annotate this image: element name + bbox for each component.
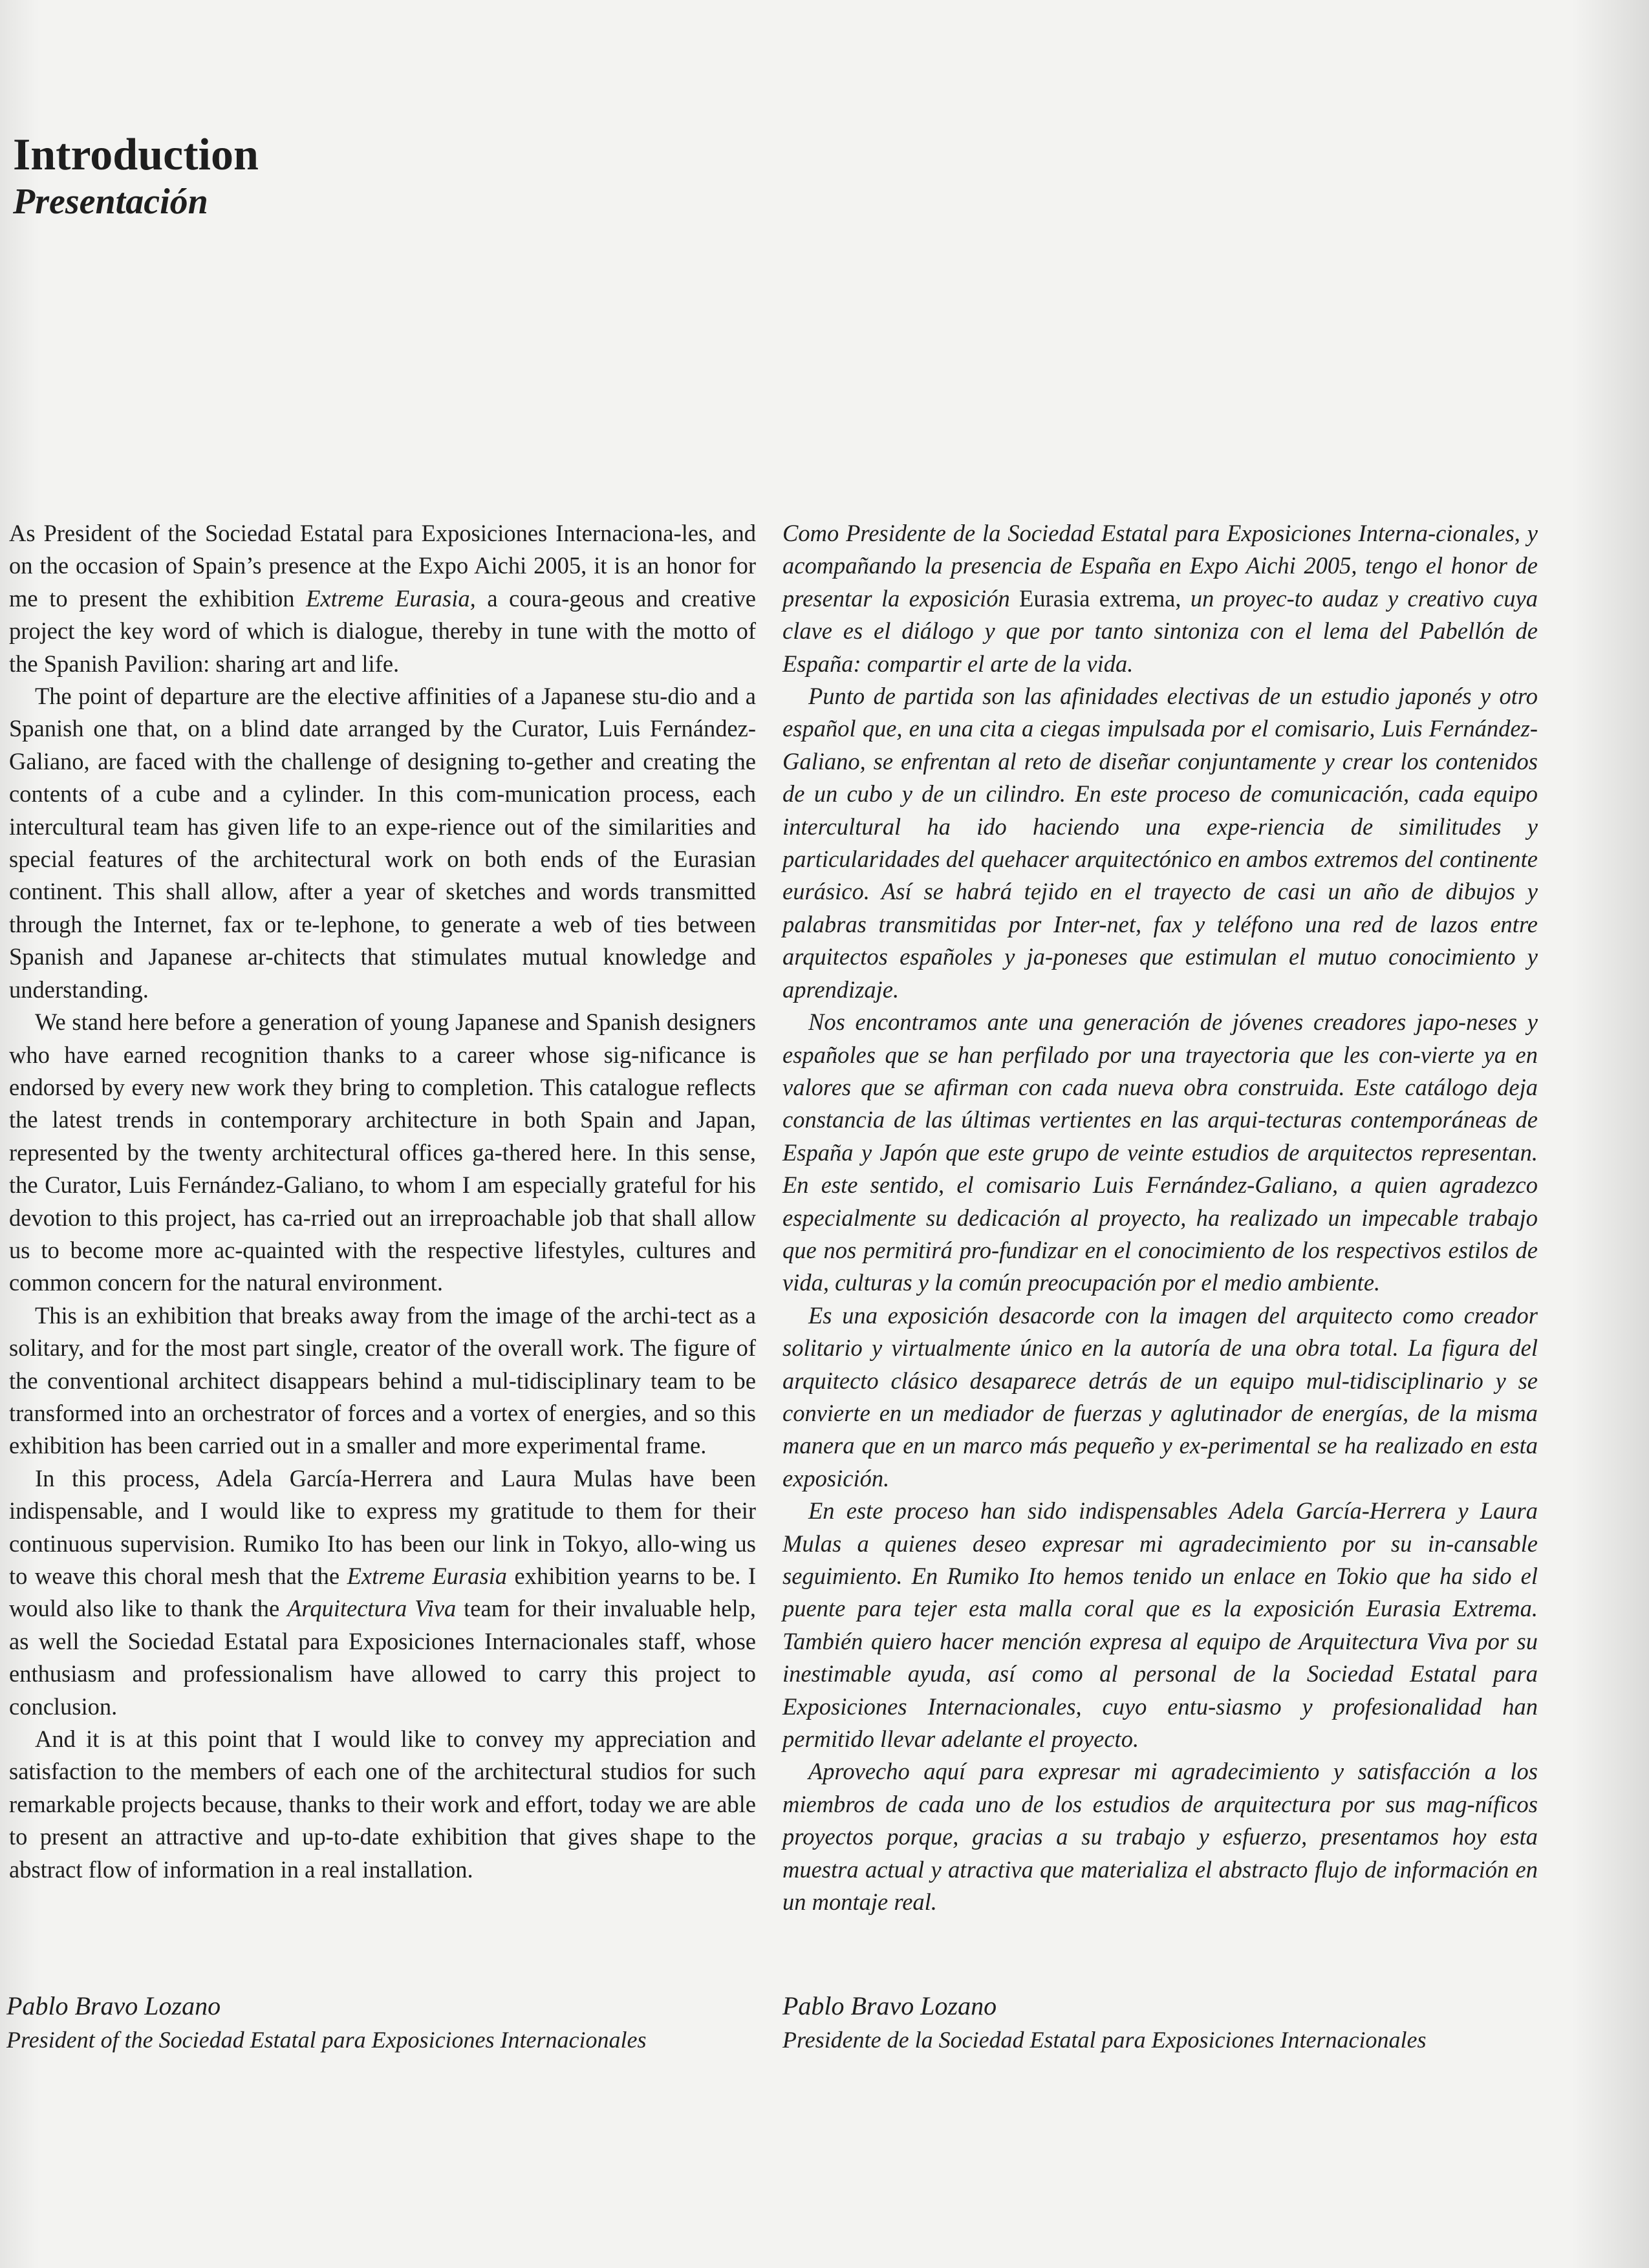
spanish-paragraph: Aprovecho aquí para expresar mi agradecimiento y satisfacción a los miembros de cada uno de los estudios de arquitectura por sus mag-níficos proyectos porque, gracias a su trabajo y esfuerzo, presentamos hoy esta muestra actual y atractiva que materializa el abstracto flujo de información en un montaje real. <box>782 1758 1538 1916</box>
text-run: As President of the Sociedad Estatal para Exposiciones Internaciona-les, and on the occasion of Spain’s presence at the Expo Aichi 2005, it is an honor for me to present the exhibition <box>9 520 756 612</box>
english-paragraph <box>9 1462 756 1723</box>
signature-name: Pablo Bravo Lozano <box>6 1991 221 2020</box>
english-paragraph: We stand here before a generation of young Japanese and Spanish designers who have earned recognition thanks to a career whose sig-nificance is endorsed by every new work they bring to completion. This catalogue reflects the latest trends in contemporary architecture in both Spain and Japan, represented by the twenty architectural offices ga-thered here. In this sense, the Curator, Luis Fernández-Galiano, to whom I am especially grateful for his devotion to this project, has ca-rried out an irreproachable job that shall allow us to become more ac-quainted with the respective lifestyles, cultures and common concern for the natural environment. <box>9 1009 756 1296</box>
english-signature <box>6 1988 647 2055</box>
spanish-paragraph: Nos encontramos ante una generación de jóvenes creadores japo-neses y españoles que se han perfilado por una trayectoria que les con-vierte ya en valores que se afirman con cada nueva obra construida. Este catálogo deja constancia de las últimas vertientes en las arqui-tecturas contemporáneas de España y Japón que este grupo de veinte estudios de arquitectos representan. En este sentido, el comisario Luis Fernández-Galiano, a quien agradezco especialmente su dedicación al proyecto, ha realizado un impecable trabajo que nos permitirá pro-fundizar en el conocimiento de los respectivos estilos de vida, culturas y la común preocupación por el medio ambiente. <box>782 1009 1538 1296</box>
text-run: Como Presidente de la Sociedad Estatal para Exposiciones Interna-cionales, y acompañando la presencia de España en Expo Aichi 2005, tengo el honor de presentar la exposición <box>782 520 1538 612</box>
english-column <box>9 517 756 1886</box>
text-run: a coura-geous and creative project the key word of which is dialogue, thereby in tune with the motto of the Spanish Pavilion: sharing art and life. <box>9 584 756 677</box>
signature-role: President of the Sociedad Estatal para Exposiciones Internacionales <box>6 2027 647 2053</box>
exhibition-title-emphasis: Extreme Eurasia, <box>306 584 476 612</box>
magazine-title-emphasis: Arquitectura Viva <box>287 1595 457 1622</box>
text-run: In this process, Adela García-Herrera and Laura Mulas have been indispensable, and I would like to express my gratitude to them for their continuous supervision. Rumiko Ito has been our link in Tokyo, allo-wing us to weave this choral mesh that the <box>9 1464 756 1589</box>
page-subtitle: Presentación <box>13 182 208 222</box>
text-run: team for their invaluable help, as well the Sociedad Estatal para Exposiciones Internacionales staff, whose enthusiasm and professionalism have allowed to carry this project to conclusion. <box>9 1595 756 1720</box>
title-block <box>13 129 259 222</box>
text-run: un proyec-to audaz y creativo cuya clave es el diálogo y que por tanto sintoniza con el lema del Pabellón de España: compartir el arte de la vida. <box>782 584 1538 677</box>
english-paragraph: This is an exhibition that breaks away from the image of the archi-tect as a solitary, and for the most part single, creator of the overall work. The figure of the conventional architect disappears behind a mul-tidisciplinary team to be transformed into an orchestrator of forces and a vortex of energies, and so this exhibition has been carried out in a smaller and more experimental frame. <box>9 1301 756 1459</box>
text-run: exhibition yearns to be. I would also like to thank the <box>9 1563 756 1622</box>
spanish-paragraph: En este proceso han sido indispensables Adela García-Herrera y Laura Mulas a quienes deseo expresar mi agradecimiento por su in-cansable seguimiento. En Rumiko Ito hemos tenido un enlace en Tokio que ha sido el puente para tejer esta malla coral que es la exposición Eurasia Extrema. También quiero hacer mención expresa al equipo de Arquitectura Viva por su inestimable ayuda, así como al personal de la Sociedad Estatal para Exposiciones Internacionales, cuyo entu-siasmo y profesionalidad han permitido llevar adelante el proyecto. <box>782 1497 1538 1753</box>
spanish-column <box>782 517 1538 1918</box>
english-paragraph: The point of departure are the elective affinities of a Japanese stu-dio and a Spanish one that, on a blind date arranged by the Curator, Luis Fernández-Galiano, are faced with the challenge of designing to-gether and creating the contents of a cube and a cylinder. In this com-munication process, each intercultural team has given life to an expe-rience out of the similarities and special features of the architectural work on both ends of the Eurasian continent. This shall allow, after a year of sketches and words transmitted through the Internet, fax or te-lephone, to generate a web of ties between Spanish and Japanese ar-chitects that stimulates mutual knowledge and understanding. <box>9 683 756 1003</box>
signature-role: Presidente de la Sociedad Estatal para Exposiciones Internacionales <box>782 2027 1427 2053</box>
spanish-paragraph: Es una exposición desacorde con la imagen del arquitecto como creador solitario y virtualmente único en la autoría de una obra total. La figura del arquitecto clásico desaparece detrás de un equipo mul-tidisciplinario y se convierte en un mediador de fuerzas y aglutinador de energías, de la misma manera que en un marco más pequeño y ex-perimental se ha realizado en esta exposición. <box>782 1301 1538 1492</box>
signature-name: Pablo Bravo Lozano <box>782 1991 997 2020</box>
exhibition-title-roman: Eurasia extrema, <box>1019 584 1181 612</box>
exhibition-title-emphasis: Extreme Eurasia <box>347 1563 507 1589</box>
english-paragraph: And it is at this point that I would like to convey my appreciation and satisfaction to the members of each one of the architectural studios for such remarkable projects because, thanks to their work and effort, today we are able to present an attractive and up-to-date exhibition that gives shape to the abstract flow of information in a real installation. <box>9 1726 756 1883</box>
spanish-signature <box>782 1988 1426 2055</box>
english-paragraph <box>9 517 756 680</box>
page-title: Introduction <box>13 130 259 180</box>
spanish-paragraph <box>782 517 1538 680</box>
spanish-paragraph: Punto de partida son las afinidades electivas de un estudio japonés y otro español que, en una cita a ciegas impulsada por el comisario, Luis Fernández-Galiano, se enfrentan al reto de diseñar conjuntamente y crear los contenidos de un cubo y de un cilindro. En este proceso de comunicación, cada equipo intercultural ha ido haciendo una expe-riencia de similitudes y particularidades del quehacer arquitectónico en ambos extremos del continente eurásico. Así se habrá tejido en el trayecto de casi un año de dibujos y palabras transmitidas por Inter-net, fax y teléfono una red de lazos entre arquitectos españoles y ja-poneses que estimulan el mutuo conocimiento y aprendizaje. <box>782 683 1538 1003</box>
